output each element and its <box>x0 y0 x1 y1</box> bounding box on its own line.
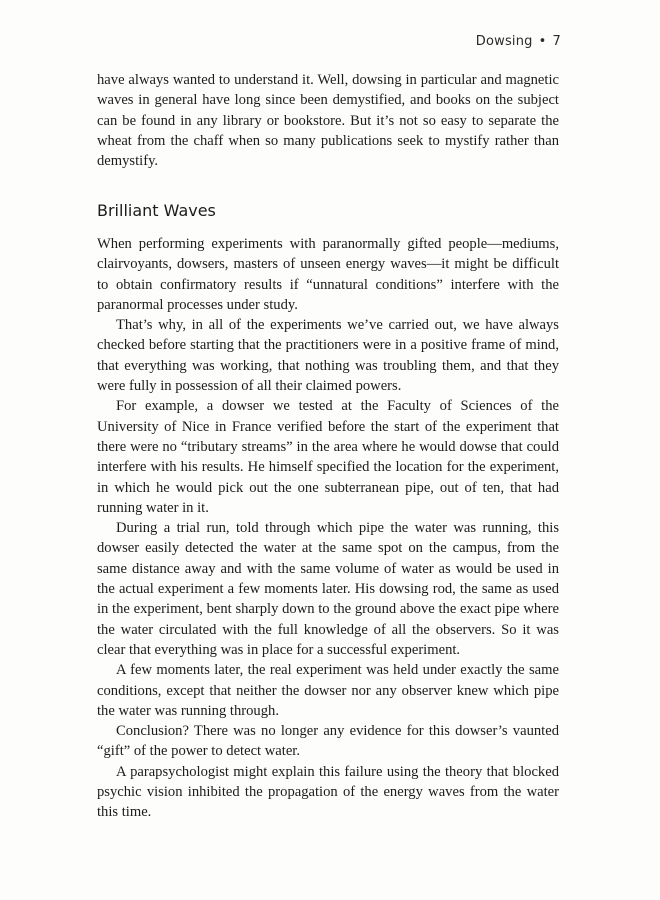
body-paragraph: A few moments later, the real experiment was held under exactly the same conditions, except that neither the dowser nor any observer knew which pipe the water was running through. <box>97 662 559 719</box>
body-paragraph: That’s why, in all of the experiments we’ve carried out, we have always checked before starting that the practitioners were in a positive frame of mind, that everything was working, that nothing was troubling them, and that they were fully in possession of all their claimed powers. <box>97 317 559 395</box>
body-paragraph: During a trial run, told through which pipe the water was running, this dowser easily detected the water at the same spot on the campus, from the same distance away and with the same volume of water as would be used in the actual experiment a few moments later. His dowsing rod, the same as used in the experiment, bent sharply down to the ground above the exact pipe where the water circulated with the full knowledge of all the observers. So it was clear that everything was in place for a successful experiment. <box>97 520 559 658</box>
header-separator: • <box>538 34 547 49</box>
chapter-title: Dowsing <box>475 34 533 49</box>
page-number: 7 <box>552 34 561 49</box>
intro-text <box>97 70 559 171</box>
body-paragraph: A parapsychologist might explain this failure using the theory that blocked psychic vision inhibited the propagation of the energy waves from the water this time. <box>97 763 559 821</box>
section-heading: Brilliant Waves <box>97 201 216 220</box>
section-body <box>97 234 559 823</box>
body-paragraph: When performing experiments with paranormally gifted people—mediums, clairvoyants, dowsers, masters of unseen energy waves—it might be difficult to obtain confirmatory results if “unnatural conditions” interfere with the paranormal processes under study. <box>97 236 559 313</box>
body-paragraph: Conclusion? There was no longer any evidence for this dowser’s vaunted “gift” of the power to detect water. <box>97 723 559 760</box>
body-paragraph: For example, a dowser we tested at the Faculty of Sciences of the University of Nice in France verified before the start of the experiment that there were no “tributary streams” in the area where he would dowse that could interfere with his results. He himself specified the location for the experiment, in which he would pick out the one subterranean pipe, out of ten, that had running water in it. <box>97 398 559 516</box>
intro-paragraph: have always wanted to understand it. Well, dowsing in particular and magnetic waves in general have long since been demystified, and books on the subject can be found in any library or bookstore. But it’s not so easy to separate the wheat from the chaff when so many publications seek to mystify rather than demystify. <box>97 72 559 170</box>
running-head <box>476 34 561 49</box>
